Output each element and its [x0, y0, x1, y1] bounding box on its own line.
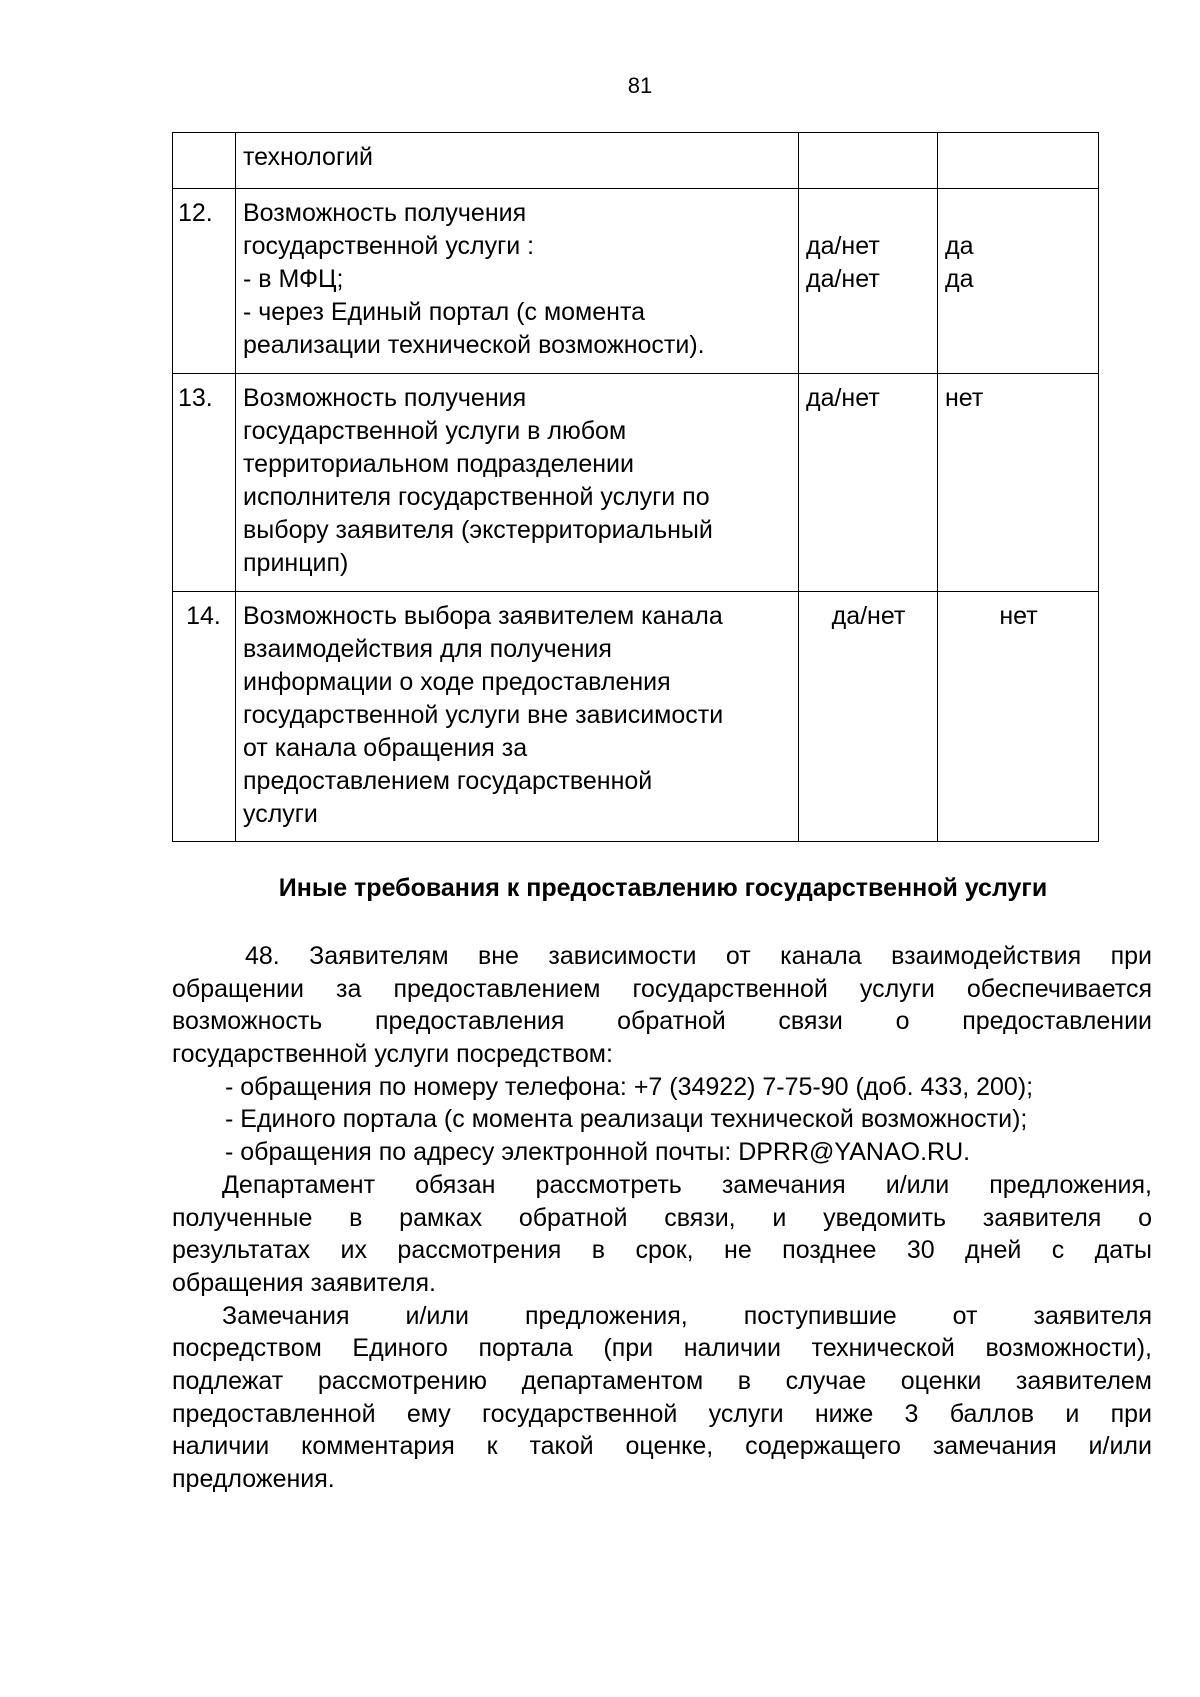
unit-line: да/нет [806, 232, 880, 260]
description-line: государственной услуги в любом [243, 417, 627, 445]
description-cell [236, 189, 799, 374]
row-number: 12. [178, 199, 213, 227]
value-cell [938, 374, 1099, 592]
table-row [173, 133, 1099, 189]
paragraph-line: Замечания и/или предложения, поступившие от заявителя [222, 1301, 1152, 1330]
description-line: технологий [243, 143, 374, 171]
description-cell [236, 133, 799, 189]
row-number-cell [173, 592, 236, 842]
description-line: - в МФЦ; [243, 265, 344, 293]
value-cell [938, 189, 1099, 374]
paragraph-line: посредством Единого портала (при наличии технической возможности), [172, 1334, 1152, 1363]
paragraph-line: наличии комментария к такой оценке, содержащего замечания и/или [172, 1432, 1152, 1461]
description-line: Возможность выбора заявителем канала [243, 602, 723, 630]
value-line: нет [945, 384, 984, 412]
value-line: да [945, 265, 974, 293]
value-line [945, 197, 1092, 230]
paragraph-line: государственной услуги посредством: [172, 1040, 613, 1069]
description-line: информации о ходе предоставления [243, 668, 671, 696]
description-cell [236, 374, 799, 592]
value-cell [938, 592, 1099, 842]
paragraph-line: обращении за предоставлением государственной услуги обеспечивается [172, 974, 1152, 1003]
unit-line: да/нет [806, 265, 880, 293]
paragraph-line: результатах их рассмотрения в срок, не позднее 30 дней с даты [172, 1236, 1152, 1265]
body-text [172, 940, 1152, 1496]
unit-line: да/нет [831, 602, 906, 630]
list-item: - обращения по номеру телефона: +7 (34922) 7-75-90 (доб. 433, 200); [225, 1072, 1034, 1101]
description-cell [236, 592, 799, 842]
description-line: принцип) [243, 549, 349, 577]
description-line: от канала обращения за [243, 734, 528, 762]
paragraph-line: Департамент обязан рассмотреть замечания и/или предложения, [222, 1170, 1152, 1199]
page-number: 81 [627, 73, 653, 98]
value-cell [938, 133, 1099, 189]
description-line: взаимодействия для получения [243, 635, 612, 663]
description-line: государственной услуги вне зависимости [243, 701, 724, 729]
unit-line [806, 197, 931, 230]
value-line: да [945, 232, 974, 260]
list-item: - Единого портала (с момента реализаци технической возможности); [225, 1105, 1028, 1134]
table-row [173, 592, 1099, 842]
paragraph-line: подлежат рассмотрению департаментом в случае оценки заявителем [172, 1366, 1152, 1395]
list-item: - обращения по адресу электронной почты: DPRR@YANAO.RU. [225, 1138, 971, 1167]
description-line: реализации технической возможности). [243, 331, 705, 359]
row-number-cell [173, 374, 236, 592]
paragraph-line: полученные в рамках обратной связи, и уведомить заявителя о [172, 1203, 1152, 1232]
row-number-cell [173, 133, 236, 189]
section-heading: Иные требования к предоставлению государственной услуги [278, 874, 1048, 902]
unit-cell [799, 592, 938, 842]
row-number-cell [173, 189, 236, 374]
paragraph-line: возможность предоставления обратной связи о предоставлении [172, 1007, 1152, 1036]
unit-cell [799, 133, 938, 189]
paragraph-line: 48. Заявителям вне зависимости от канала взаимодействия при [245, 942, 1152, 970]
description-line: выбору заявителя (экстерриториальный [243, 516, 713, 544]
description-line: Возможность получения [243, 199, 527, 227]
row-number: 14. [186, 602, 221, 630]
table-row [173, 374, 1099, 592]
description-line: государственной услуги : [243, 232, 535, 260]
paragraph-line: предоставленной ему государственной услуги ниже 3 баллов и при [172, 1399, 1152, 1428]
table-row [173, 189, 1099, 374]
description-line: исполнителя государственной услуги по [243, 483, 710, 511]
description-line: предоставлением государственной [243, 767, 653, 795]
description-line: территориальном подразделении [243, 450, 634, 478]
description-line: Возможность получения [243, 384, 527, 412]
unit-cell [799, 374, 938, 592]
unit-line: да/нет [806, 384, 880, 412]
row-number: 13. [178, 384, 213, 412]
paragraph-line: обращения заявителя. [172, 1268, 436, 1297]
value-line: нет [999, 602, 1038, 630]
paragraph-line: предложения. [172, 1465, 335, 1493]
description-line: услуги [243, 800, 318, 828]
indicators-table [172, 132, 1099, 842]
unit-cell [799, 189, 938, 374]
description-line: - через Единый портал (с момента [243, 298, 646, 326]
